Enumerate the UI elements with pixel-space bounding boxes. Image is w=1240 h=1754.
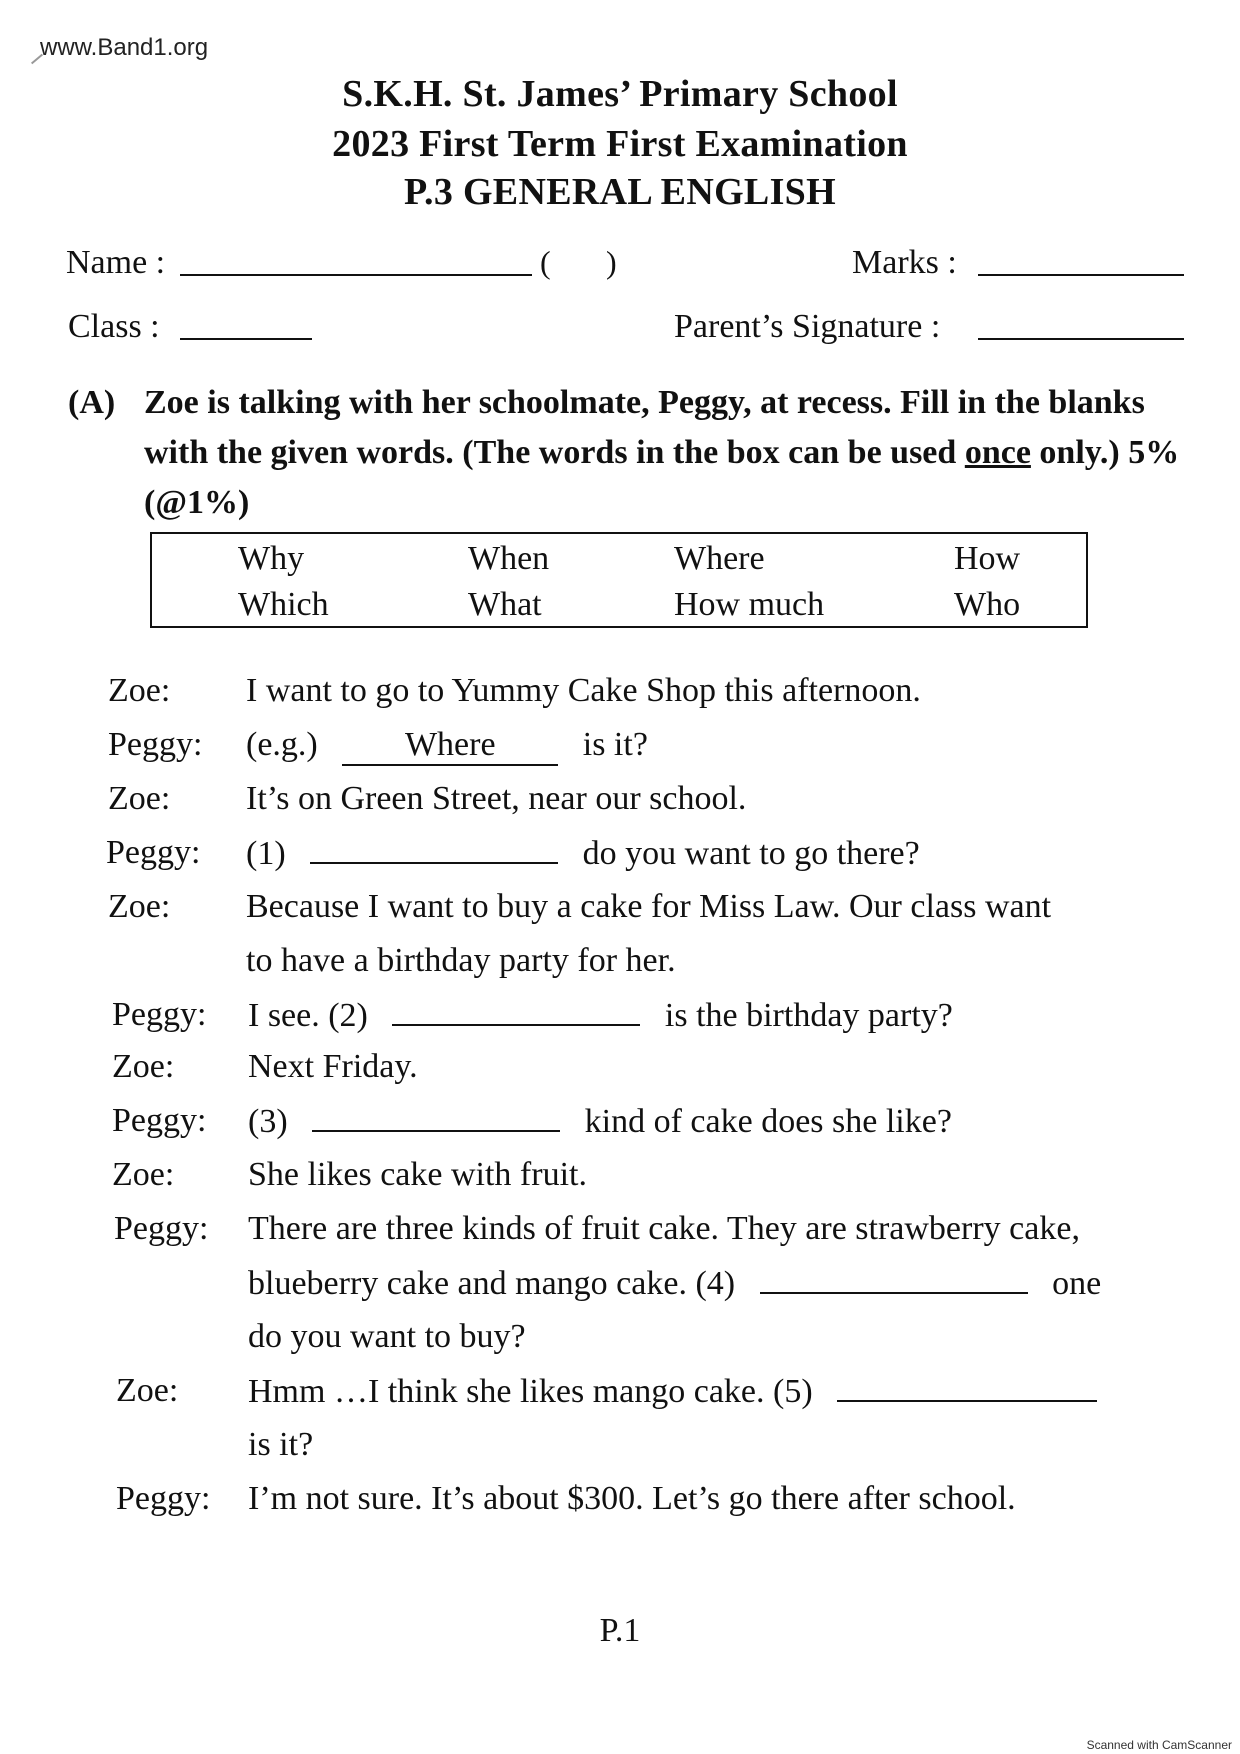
dialogue-line: She likes cake with fruit. [248,1156,587,1193]
speaker-label: Zoe: [108,780,171,817]
question-number: Hmm …I think she likes mango cake. (5) [248,1373,813,1410]
instruction-underlined-word: once [964,434,1031,471]
marks-label: Marks : [852,244,957,281]
dialogue-text: kind of cake does she like? [584,1103,952,1140]
dialogue-text: one [1052,1265,1102,1302]
answer-blank-4[interactable] [760,1264,1028,1294]
dialogue-line [246,834,920,873]
exam-title: 2023 First Term First Examination [332,123,908,165]
dialogue-line: Next Friday. [248,1048,418,1085]
word-option: How much [674,586,825,623]
question-number: blueberry cake and mango cake. (4) [248,1265,736,1302]
answer-blank-3[interactable] [312,1102,560,1132]
subject-title: P.3 GENERAL ENGLISH [404,171,836,213]
speaker-label: Zoe: [112,1156,175,1193]
dialogue-line [248,996,953,1035]
speaker-label: Zoe: [116,1372,179,1409]
class-label: Class : [68,308,160,345]
dialogue-line [248,1372,1097,1411]
speaker-label: Peggy: [116,1480,211,1517]
class-field[interactable] [180,338,312,340]
answer-blank-5[interactable] [837,1372,1097,1402]
marks-field[interactable] [978,274,1184,276]
scanner-watermark: Scanned with CamScanner [1086,1738,1232,1752]
dialogue-line: There are three kinds of fruit cake. They are strawberry cake, [248,1210,1080,1247]
question-number: I see. (2) [248,997,368,1034]
signature-field[interactable] [978,338,1184,340]
section-a-id: (A) [68,384,116,421]
dialogue-text: is the birthday party? [664,997,953,1034]
class-number-open-paren: ( [540,244,551,280]
school-name: S.K.H. St. James’ Primary School [342,73,898,115]
name-field[interactable] [180,274,532,276]
speaker-label: Zoe: [112,1048,175,1085]
speaker-label: Peggy: [114,1210,209,1247]
word-option: Why [238,540,305,577]
dialogue-line: I want to go to Yummy Cake Shop this afternoon. [246,672,921,709]
dialogue-text: is it? [582,726,648,763]
answer-blank-2[interactable] [392,996,640,1026]
word-option: What [468,586,542,623]
instruction-marks: only.) 5% (@1%) [144,434,1180,521]
example-answer: Where [342,726,558,766]
page-number: P.1 [599,1612,641,1649]
question-number: (3) [248,1103,288,1140]
class-number-close-paren: ) [606,244,617,280]
word-option: Where [674,540,765,577]
dialogue-line [248,1264,1101,1303]
speaker-label: Peggy: [112,1102,207,1139]
instruction-text: Zoe is talking with her schoolmate, Peggy, at recess. Fill in the blanks with the given words. (The words in the box can be used [144,384,1145,471]
dialogue-line: do you want to buy? [248,1318,526,1355]
dialogue-line: Because I want to buy a cake for Miss Law. Our class want [246,888,1052,925]
speaker-label: Zoe: [108,672,171,709]
dialogue-text: do you want to go there? [582,835,920,872]
speaker-label: Peggy: [108,726,203,763]
name-label: Name : [66,244,166,281]
speaker-label: Peggy: [106,834,201,871]
speaker-label: Peggy: [112,996,207,1033]
word-option: When [468,540,550,577]
question-number: (1) [246,835,286,872]
dialogue-line: is it? [248,1426,314,1463]
website-watermark: www.Band1.org [40,34,209,61]
answer-blank-1[interactable] [310,834,558,864]
dialogue-line [246,726,648,766]
word-option: Who [954,586,1021,623]
example-label: (e.g.) [246,726,318,763]
word-option: Which [238,586,329,623]
speaker-label: Zoe: [108,888,171,925]
section-a-instruction [68,378,1188,528]
dialogue-line: It’s on Green Street, near our school. [246,780,747,817]
dialogue-line: I’m not sure. It’s about $300. Let’s go there after school. [248,1480,1016,1517]
dialogue-line [248,1102,952,1141]
word-box [150,532,1088,628]
dialogue-line: to have a birthday party for her. [246,942,676,979]
signature-label: Parent’s Signature : [674,308,941,345]
word-option: How [954,540,1021,577]
